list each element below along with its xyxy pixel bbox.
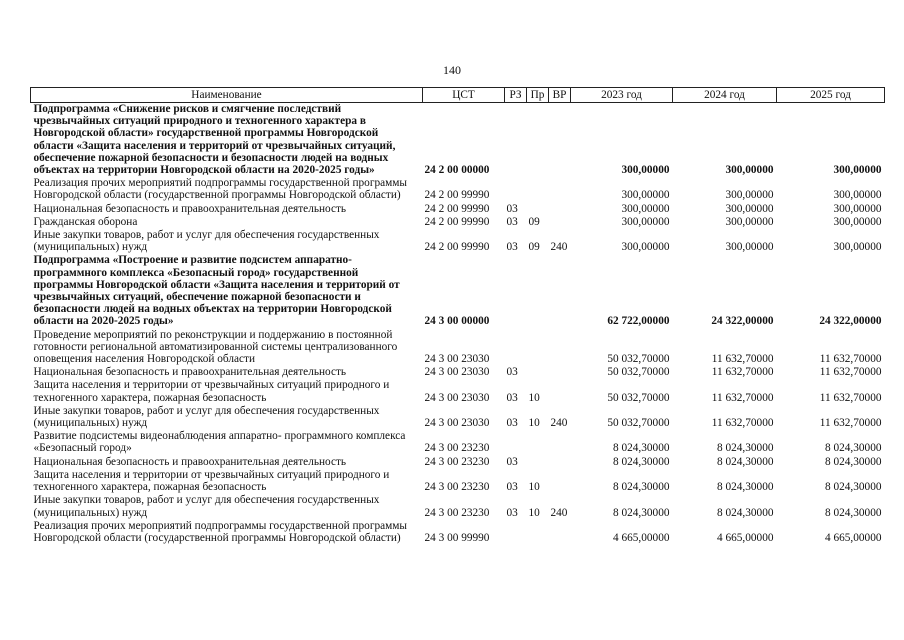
cell-name: Развитие подсистемы видеонаблюдения аппаратно- программного комплекса «Безопасный город»: [33, 430, 406, 455]
table-row: [31, 430, 885, 455]
header-2023: 2023 год: [571, 88, 673, 103]
cell-name: Иные закупки товаров, работ и услуг для обеспечения государственных (муниципальных) нужд: [33, 494, 380, 519]
cell-name: Подпрограмма «Снижение рисков и смягчение последствий чрезвычайных ситуаций природного и техногенного характера в Новгородской области» государственной программы Новгородской области «Защита населения и территорий от чрезвычайных ситуаций, обеспечение пожарной безопасности и безопасности людей на водных объектах на территории Новгородской области на 2020-2025 годы»: [33, 103, 396, 177]
cell-rz: [505, 520, 527, 545]
cell-cst: 24 2 00 99990: [424, 202, 490, 215]
cell-pr: 10: [528, 391, 540, 404]
cell-name: Реализация прочих мероприятий подпрограммы государственной программы Новгородской области (государственной программы Новгородской области): [33, 177, 407, 202]
cell-2025: 300,00000: [833, 189, 882, 202]
header-pr: Пр: [527, 88, 549, 103]
cell-cst: 24 3 00 23230: [424, 455, 490, 468]
cell-cst: 24 2 00 99990: [424, 215, 490, 228]
cell-2023: 300,00000: [621, 164, 670, 177]
table-header-row: [31, 88, 885, 103]
table-row: [31, 254, 885, 328]
cell-name: Проведение мероприятий по реконструкции и поддержанию в постоянной готовности региональной автоматизированной системы централизованного оповещения населения Новгородской области: [33, 328, 398, 366]
cell-rz: 03: [506, 215, 518, 228]
cell-2023: 8 024,30000: [613, 455, 670, 468]
cell-pr: 10: [528, 417, 540, 430]
cell-2025: 4 665,00000: [825, 531, 882, 544]
cell-pr: 10: [528, 481, 540, 494]
cell-vr: [549, 177, 571, 202]
cell-2025: 24 322,00000: [819, 315, 882, 328]
cell-cst: 24 3 00 23230: [424, 442, 490, 455]
cell-rz: 03: [506, 241, 518, 254]
table-row: [31, 203, 885, 216]
cell-rz: 03: [506, 417, 518, 430]
cell-2024: 8 024,30000: [717, 506, 774, 519]
table-row: [31, 494, 885, 519]
cell-rz: [505, 177, 527, 202]
cell-vr: [549, 203, 571, 216]
cell-2024: 4 665,00000: [717, 531, 774, 544]
cell-2024: 11 632,70000: [711, 353, 774, 366]
cell-pr: [527, 103, 549, 178]
cell-2025: 11 632,70000: [819, 417, 882, 430]
table-row: [31, 103, 885, 178]
cell-name: Защита населения и территории от чрезвычайных ситуаций природного и техногенного характера, пожарная безопасность: [33, 379, 390, 404]
cell-2023: 300,00000: [621, 189, 670, 202]
cell-2025: 300,00000: [833, 202, 882, 215]
cell-vr: [549, 469, 571, 494]
cell-2023: 300,00000: [621, 215, 670, 228]
cell-2024: 300,00000: [725, 189, 774, 202]
cell-rz: 03: [506, 506, 518, 519]
cell-rz: [505, 430, 527, 455]
cell-2024: 8 024,30000: [717, 442, 774, 455]
cell-2023: 4 665,00000: [613, 531, 670, 544]
header-2024: 2024 год: [673, 88, 777, 103]
cell-rz: [505, 103, 527, 178]
header-name: Наименование: [31, 88, 423, 103]
cell-pr: [527, 203, 549, 216]
cell-rz: 03: [506, 391, 518, 404]
table-row: [31, 366, 885, 379]
cell-2025: 8 024,30000: [825, 481, 882, 494]
cell-name: Национальная безопасность и правоохранительная деятельность: [33, 455, 347, 468]
cell-pr: [527, 456, 549, 469]
cell-name: Иные закупки товаров, работ и услуг для обеспечения государственных (муниципальных) нужд: [33, 404, 380, 430]
cell-pr: [527, 177, 549, 202]
cell-2023: 300,00000: [621, 202, 670, 215]
table-row: [31, 456, 885, 469]
cell-cst: 24 3 00 23030: [424, 366, 490, 379]
cell-2023: 62 722,00000: [607, 315, 670, 328]
cell-pr: 10: [528, 506, 540, 519]
table-row: [31, 229, 885, 254]
cell-2025: 8 024,30000: [825, 455, 882, 468]
cell-name: Национальная безопасность и правоохранительная деятельность: [33, 366, 347, 379]
table-row: [31, 177, 885, 202]
cell-vr: [549, 520, 571, 545]
page-number: 140: [443, 63, 461, 77]
header-rz: РЗ: [505, 88, 527, 103]
cell-name: Национальная безопасность и правоохранительная деятельность: [33, 202, 347, 215]
cell-cst: 24 3 00 00000: [424, 315, 490, 328]
cell-rz: 03: [506, 202, 518, 215]
cell-cst: 24 3 00 99990: [424, 531, 490, 544]
cell-cst: 24 3 00 23030: [424, 417, 490, 430]
table-row: [31, 216, 885, 229]
cell-pr: 09: [528, 241, 540, 254]
cell-2024: 300,00000: [725, 215, 774, 228]
cell-vr: 240: [550, 241, 568, 254]
cell-name: Реализация прочих мероприятий подпрограммы государственной программы Новгородской области (государственной программы Новгородской области): [33, 519, 407, 544]
cell-2024: 11 632,70000: [711, 391, 774, 404]
cell-pr: [527, 366, 549, 379]
budget-table: [30, 87, 885, 545]
cell-2023: 50 032,70000: [607, 353, 670, 366]
header-cst: ЦСТ: [423, 88, 505, 103]
cell-2023: 50 032,70000: [607, 391, 670, 404]
cell-2023: 300,00000: [621, 241, 670, 254]
table-row: [31, 469, 885, 494]
cell-cst: 24 2 00 99990: [424, 189, 490, 202]
cell-2024: 300,00000: [725, 164, 774, 177]
header-2025: 2025 год: [777, 88, 885, 103]
cell-pr: [527, 430, 549, 455]
cell-2024: 11 632,70000: [711, 366, 774, 379]
cell-vr: [549, 216, 571, 229]
cell-2024: 300,00000: [725, 241, 774, 254]
cell-vr: [549, 430, 571, 455]
table-body: [31, 103, 885, 546]
cell-cst: 24 2 00 99990: [424, 241, 490, 254]
cell-2023: 8 024,30000: [613, 442, 670, 455]
cell-vr: [549, 254, 571, 328]
cell-2023: 50 032,70000: [607, 366, 670, 379]
cell-rz: [505, 254, 527, 328]
cell-2025: 300,00000: [833, 241, 882, 254]
cell-pr: [527, 254, 549, 328]
cell-vr: 240: [550, 506, 568, 519]
cell-rz: [505, 329, 527, 367]
cell-pr: [527, 329, 549, 367]
cell-pr: [527, 520, 549, 545]
cell-2025: 300,00000: [833, 215, 882, 228]
cell-2024: 24 322,00000: [711, 315, 774, 328]
cell-rz: 03: [506, 455, 518, 468]
cell-2023: 50 032,70000: [607, 417, 670, 430]
table-row: [31, 405, 885, 430]
cell-2025: 11 632,70000: [819, 353, 882, 366]
table-row: [31, 329, 885, 367]
cell-2024: 8 024,30000: [717, 481, 774, 494]
table-row: [31, 379, 885, 404]
cell-cst: 24 2 00 00000: [424, 164, 490, 177]
cell-2025: 8 024,30000: [825, 442, 882, 455]
table-row: [31, 520, 885, 545]
cell-vr: [549, 456, 571, 469]
cell-cst: 24 3 00 23230: [424, 481, 490, 494]
cell-2024: 300,00000: [725, 202, 774, 215]
cell-name: Иные закупки товаров, работ и услуг для обеспечения государственных (муниципальных) нужд: [33, 229, 380, 254]
cell-rz: 03: [506, 366, 518, 379]
cell-name: Подпрограмма «Построение и развитие подсистем аппаратно-программного комплекса «Безопасный город» государственной программы Новгородской области «Защита населения и территорий от чрезвычайных ситуаций, обеспечение пожарной безопасности и безопасности людей на водных объектах на территории Новгородской области на 2020-2025 годы»: [33, 254, 400, 328]
cell-2023: 8 024,30000: [613, 506, 670, 519]
cell-2025: 11 632,70000: [819, 391, 882, 404]
header-vr: ВР: [549, 88, 571, 103]
cell-2025: 8 024,30000: [825, 506, 882, 519]
cell-2023: 8 024,30000: [613, 481, 670, 494]
cell-name: Гражданская оборона: [33, 215, 138, 228]
cell-2024: 8 024,30000: [717, 455, 774, 468]
cell-vr: [549, 379, 571, 404]
cell-cst: 24 3 00 23030: [424, 353, 490, 366]
cell-2025: 11 632,70000: [819, 366, 882, 379]
cell-2024: 11 632,70000: [711, 417, 774, 430]
cell-2025: 300,00000: [833, 164, 882, 177]
cell-name: Защита населения и территории от чрезвычайных ситуаций природного и техногенного характера, пожарная безопасность: [33, 468, 390, 494]
cell-rz: 03: [506, 481, 518, 494]
cell-vr: 240: [550, 417, 568, 430]
cell-cst: 24 3 00 23230: [424, 506, 490, 519]
cell-cst: 24 3 00 23030: [424, 391, 490, 404]
cell-vr: [549, 329, 571, 367]
cell-vr: [549, 103, 571, 178]
cell-vr: [549, 366, 571, 379]
cell-pr: 09: [528, 215, 540, 228]
